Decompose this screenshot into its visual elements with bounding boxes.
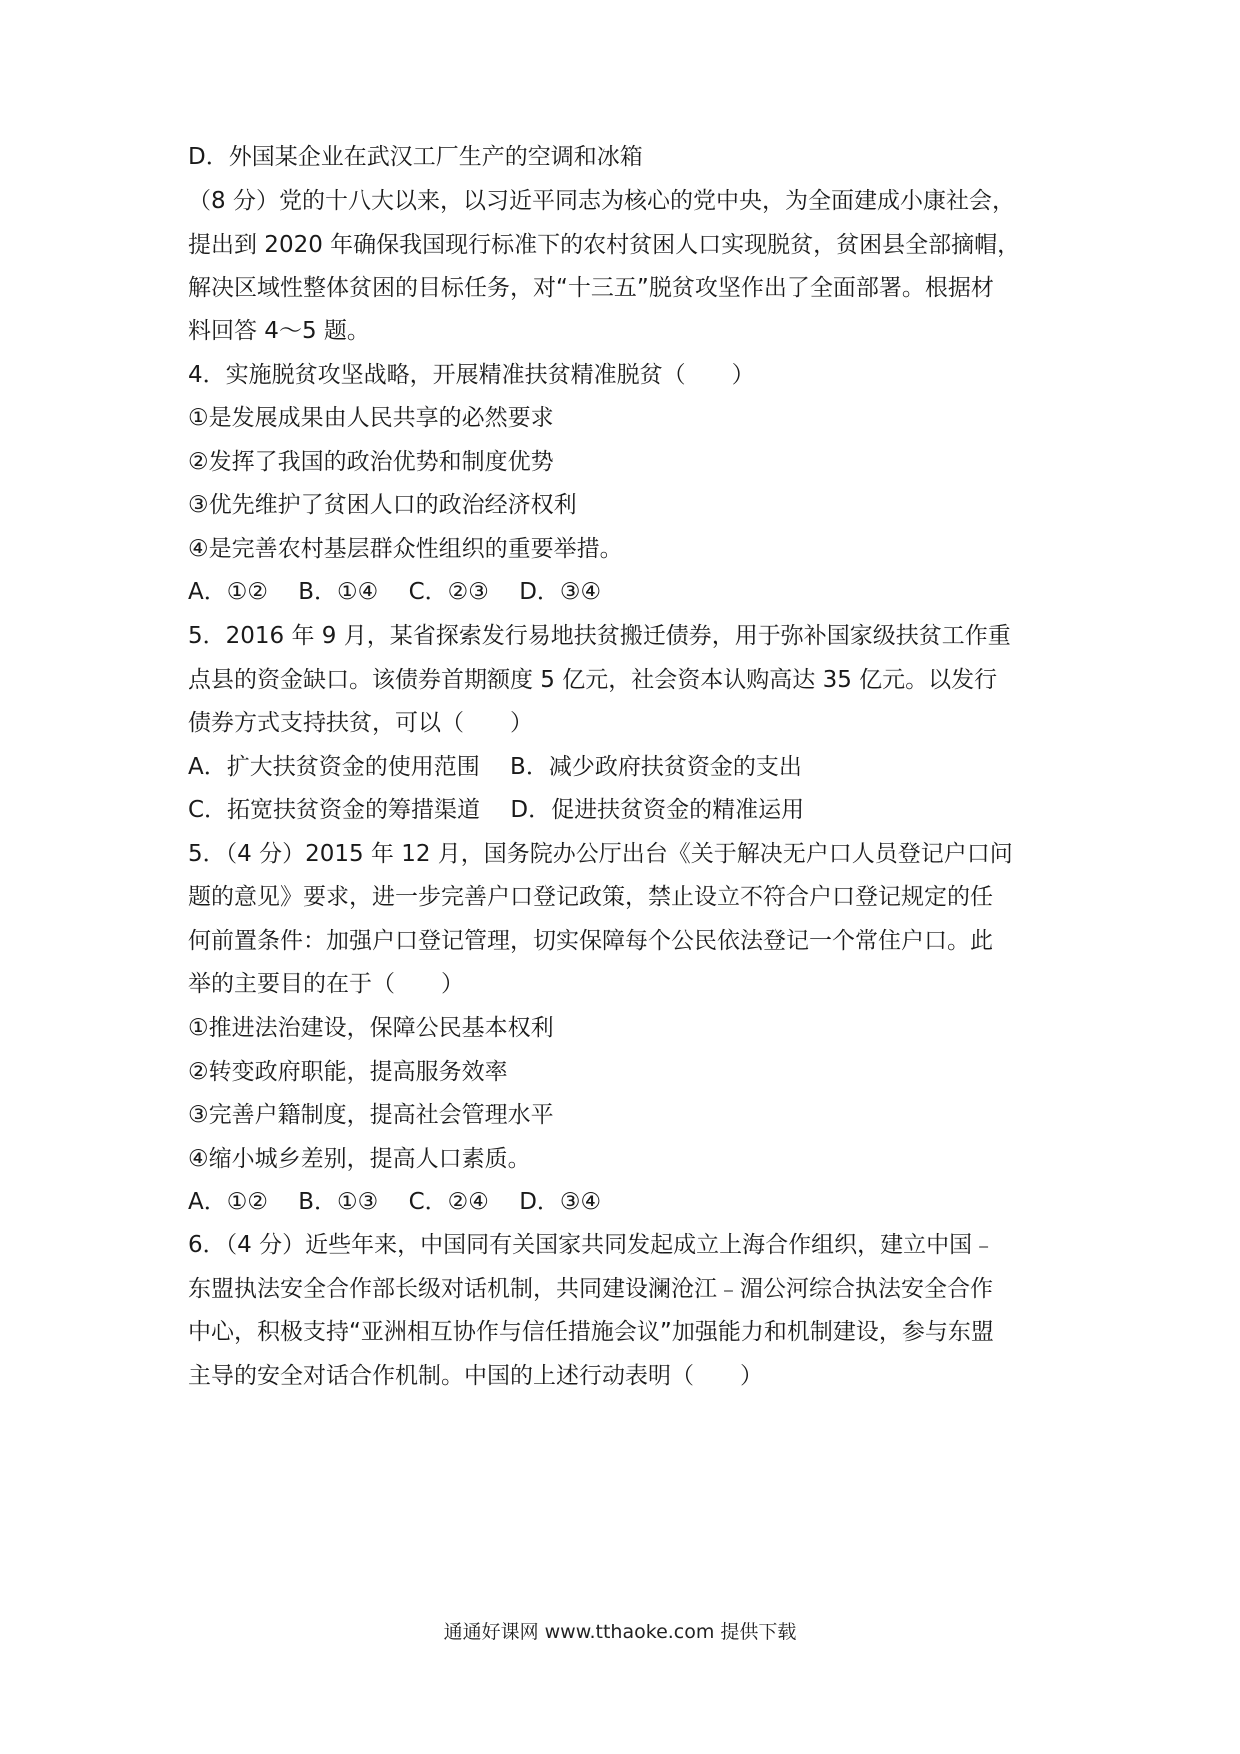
- statement-4: ④是完善农村基层群众性组织的重要举措。: [188, 536, 623, 562]
- material-paragraph-line: 料回答 4～5 题。: [188, 318, 370, 344]
- question-5b-stem: 何前置条件：加强户口登记管理，切实保障每个公民依法登记一个常住户口。此: [188, 928, 993, 954]
- question-5b-stem: 题的意见》要求，进一步完善户口登记政策，禁止设立不符合户口登记规定的任: [188, 884, 993, 910]
- question-4-options: A．①② B．①④ C．②③ D．③④: [188, 579, 602, 605]
- statement-2: ②转变政府职能，提高服务效率: [188, 1059, 508, 1085]
- page-footer: 通通好课网 www.tthaoke.com 提供下载: [443, 1621, 797, 1643]
- option-d-q3: D．外国某企业在武汉工厂生产的空调和冰箱: [188, 144, 643, 170]
- statement-3: ③完善户籍制度，提高社会管理水平: [188, 1102, 554, 1128]
- question-6-stem: 6．（4 分）近些年来，中国同有关国家共同发起成立上海合作组织，建立中国﹣: [188, 1232, 996, 1258]
- material-paragraph-line: （8 分）党的十八大以来，以习近平同志为核心的党中央，为全面建成小康社会，: [188, 188, 1015, 214]
- statement-1: ①推进法治建设，保障公民基本权利: [188, 1015, 554, 1041]
- question-5b-stem: 举的主要目的在于（ ）: [188, 971, 464, 997]
- question-5-options-cd: C．拓宽扶贫资金的筹措渠道 D．促进扶贫资金的精准运用: [188, 797, 805, 823]
- question-5-options-ab: A．扩大扶贫资金的使用范围 B．减少政府扶贫资金的支出: [188, 754, 802, 780]
- question-6-stem: 东盟执法安全合作部长级对话机制，共同建设澜沧江﹣湄公河综合执法安全合作: [188, 1276, 993, 1302]
- statement-3: ③优先维护了贫困人口的政治经济权利: [188, 492, 577, 518]
- material-paragraph-line: 解决区域性整体贫困的目标任务，对“十三五”脱贫攻坚作出了全面部署。根据材: [188, 275, 994, 301]
- statement-2: ②发挥了我国的政治优势和制度优势: [188, 449, 554, 475]
- material-paragraph-line: 提出到 2020 年确保我国现行标准下的农村贫困人口实现脱贫，贫困县全部摘帽，: [188, 232, 1021, 258]
- question-6-stem: 主导的安全对话合作机制。中国的上述行动表明（ ）: [188, 1363, 763, 1389]
- statement-4: ④缩小城乡差别，提高人口素质。: [188, 1146, 531, 1172]
- question-4-stem: 4．实施脱贫攻坚战略，开展精准扶贫精准脱贫（ ）: [188, 362, 755, 388]
- question-5-stem: 5．2016 年 9 月，某省探索发行易地扶贫搬迁债券，用于弥补国家级扶贫工作重: [188, 623, 1011, 649]
- question-6-stem: 中心，积极支持“亚洲相互协作与信任措施会议”加强能力和机制建设，参与东盟: [188, 1319, 994, 1345]
- statement-1: ①是发展成果由人民共享的必然要求: [188, 405, 554, 431]
- question-5-stem: 债券方式支持扶贫，可以（ ）: [188, 710, 533, 736]
- question-5b-stem: 5．（4 分）2015 年 12 月，国务院办公厅出台《关于解决无户口人员登记户口问: [188, 841, 1013, 867]
- question-5-stem: 点县的资金缺口。该债券首期额度 5 亿元，社会资本认购高达 35 亿元。以发行: [188, 667, 998, 693]
- question-5b-options: A．①② B．①③ C．②④ D．③④: [188, 1189, 602, 1215]
